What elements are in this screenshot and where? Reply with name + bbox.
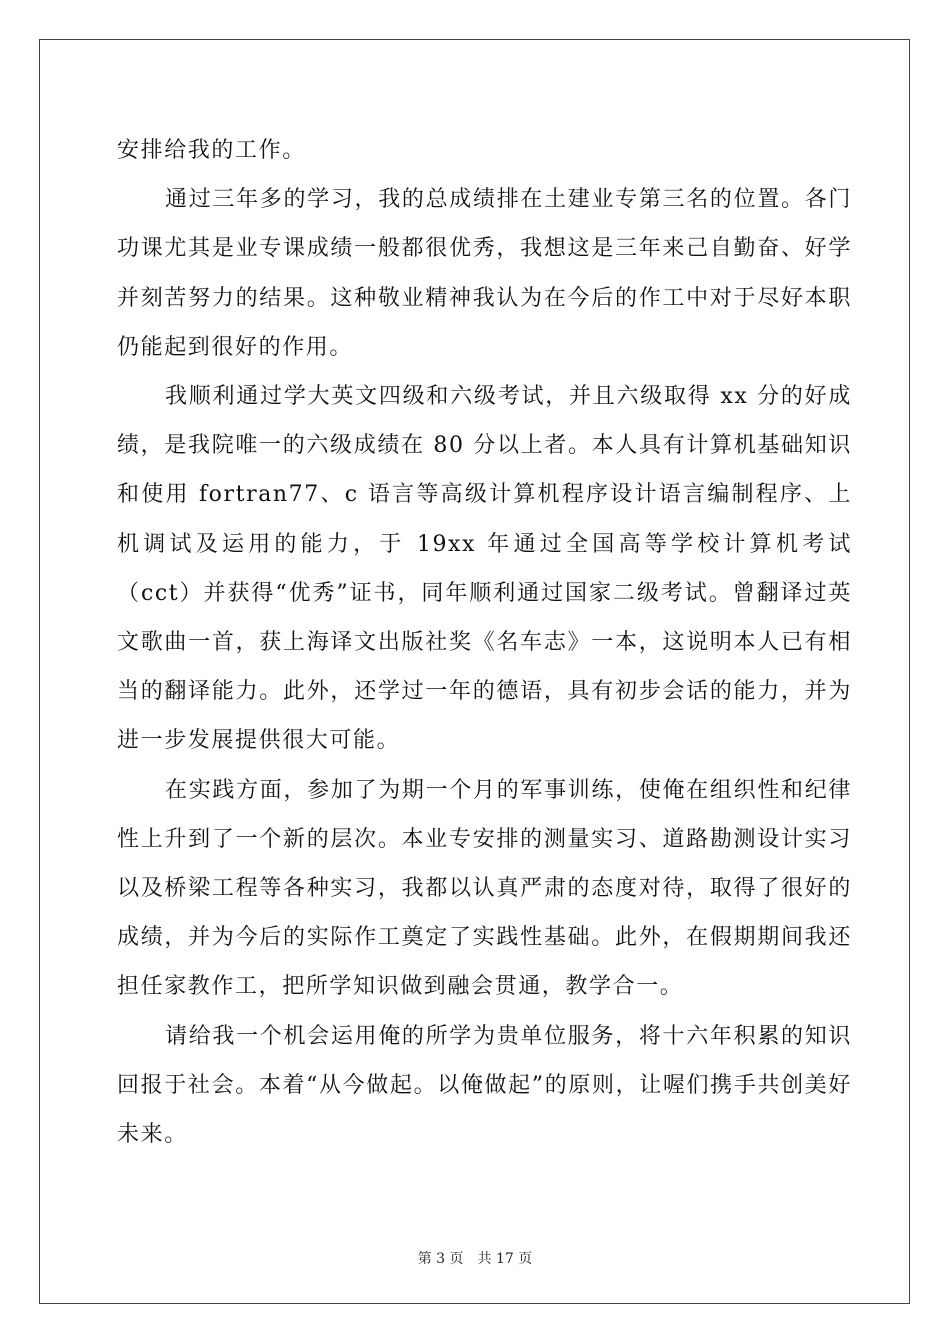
paragraph-5: 请给我一个机会运用俺的所学为贵单位服务，将十六年积累的知识回报于社会。本着“从今做起。以俺做起”的原则，让喔们携手共创美好未来。 [117, 1023, 852, 1148]
paragraph-1: 安排给我的工作。 [117, 138, 306, 163]
page-footer [0, 1248, 950, 1268]
page-number: 第 3 页 [417, 1251, 464, 1267]
page-total: 共 17 页 [477, 1251, 533, 1267]
document-body [117, 126, 852, 1159]
paragraph-2: 通过三年多的学习，我的总成绩排在土建业专第三名的位置。各门功课尤其是业专课成绩一般都很优秀，我想这是三年来己自勤奋、好学并刻苦努力的结果。这种敬业精神我认为在今后的作工中对于尽好本职仍能起到很好的作用。 [117, 187, 852, 360]
paragraph-4: 在实践方面，参加了为期一个月的军事训练，使俺在组织性和纪律性上升到了一个新的层次。本业专安排的测量实习、道路勘测设计实习以及桥梁工程等各种实习，我都以认真严肃的态度对待，取得了很好的成绩，并为今后的实际作工奠定了实践性基础。此外，在假期期间我还担任家教作工，把所学知识做到融会贯通，教学合一。 [117, 777, 852, 1000]
paragraph-3: 我顺利通过学大英文四级和六级考试，并且六级取得 xx 分的好成绩，是我院唯一的六级成绩在 80 分以上者。本人具有计算机基础知识和使用 fortran77、c 语言等高级计算机程序设计语言编制程序、上机调试及运用的能力，于 19xx 年通过全国高等学校计算机考试（cct）并获得“优秀”证书，同年顺利通过国家二级考试。曾翻译过英文歌曲一首，获上海译文出版社奖《名车志》一本，这说明本人已有相当的翻译能力。此外，还学过一年的德语，具有初步会话的能力，并为进一步发展提供很大可能。 [117, 384, 852, 754]
